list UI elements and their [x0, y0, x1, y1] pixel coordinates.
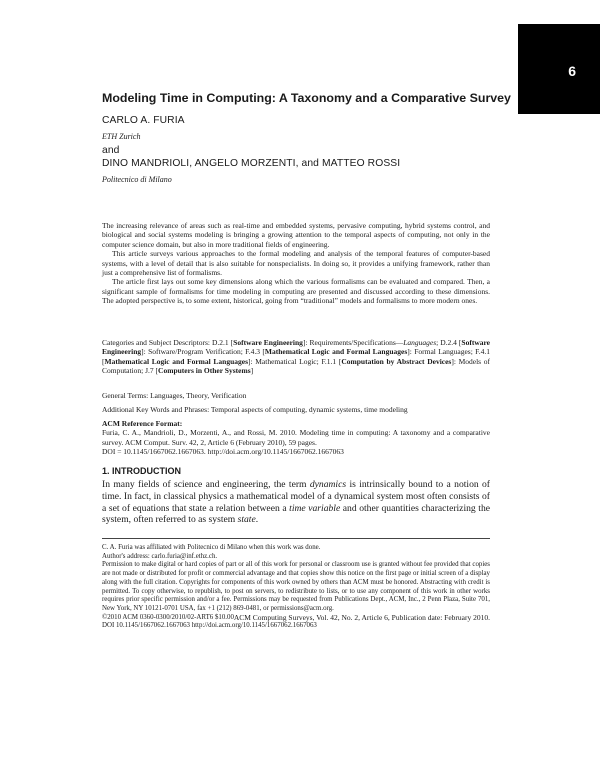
- abstract: [102, 221, 490, 306]
- categories-text: Categories and Subject Descriptors: D.2.1 [: [102, 338, 234, 347]
- categories-text: ]: Formal Languages; F.4.1 [: [102, 347, 490, 366]
- category-term: Software Engineering: [102, 338, 491, 357]
- category-term: Software Engineering: [233, 338, 303, 347]
- general-terms: General Terms: Languages, Theory, Verification: [102, 391, 247, 400]
- affiliation-2: Politecnico di Milano: [102, 175, 172, 184]
- abstract-paragraph-1: The increasing relevance of areas such as real-time and embedded systems, pervasive computing, hybrid systems control, and biological and social systems modeling is bringing a growing attention to the temporal aspects of computing, not only in the computer science domain, but also in more traditional fields of engineering.: [102, 221, 490, 249]
- category-term: Mathematical Logic and Formal Languages: [104, 356, 249, 366]
- keywords: Additional Key Words and Phrases: Temporal aspects of computing, dynamic systems, time modeling: [102, 405, 408, 414]
- intro-text: In many fields of science and engineering, the term: [102, 479, 310, 490]
- categories-text: ]: Models of Computation; J.7 [: [102, 356, 490, 376]
- category-term: Computation by Abstract Devices: [341, 356, 452, 366]
- intro-emphasis: state: [237, 514, 256, 526]
- intro-text: .: [255, 514, 259, 526]
- affiliation-1: ETH Zurich: [102, 132, 141, 141]
- footnote-divider: [102, 538, 490, 539]
- categories-descriptors: [102, 338, 490, 376]
- category-term: Mathematical Logic and Formal Languages: [264, 347, 408, 357]
- article-number: 6: [568, 63, 576, 79]
- reference-text: Furia, C. A., Mandrioli, D., Morzenti, A., and Rossi, M. 2010. Modeling time in computing: A taxonomy and a comparative survey. ACM Comput. Surv. 42, 2, Article 6 (February 2010), 59 pages.: [102, 428, 490, 447]
- intro-emphasis: time variable: [289, 502, 341, 514]
- authors-2: DINO MANDRIOLI, ANGELO MORZENTI, and MATTEO ROSSI: [102, 158, 401, 169]
- footnote-address: Author's address: carlo.furia@inf.ethz.ch.: [102, 552, 218, 560]
- reference-heading: ACM Reference Format:: [102, 419, 183, 428]
- footnote-permission: Permission to make digital or hard copies of part or all of this work for personal or classroom use is granted without fee provided that copies are not made or distributed for profit or commercial advantage and that copies show this notice on the first page or initial screen of a display along with the full citation. Copyrights for components of this work owned by others than ACM must be honored. Abstracting with credit is permitted. To copy otherwise, to republish, to post on servers, to redistribute to lists, or to use any component of this work in other works requires prior specific permission and/or a fee. Permissions may be requested from Publications Dept., ACM, Inc., 2 Penn Plaza, Suite 701, New York, NY 10121-0701 USA, fax +1 (212) 869-0481, or permissions@acm.org.: [102, 561, 490, 612]
- intro-text: and other quantities characterizing the system, often referred to as system: [102, 502, 490, 526]
- categories-text: ]: [250, 366, 254, 376]
- abstract-paragraph-3: The article first lays out some key dimensions along which the various formalisms can be evaluated and compared. Then, a significant sample of formalisms for time modeling in computing are presented and discussed according to these dimensions. The adopted perspective is, to some extent, historical, going from “traditional” models and formalisms to more modern ones.: [102, 277, 490, 306]
- page-footer: ACM Computing Surveys, Vol. 42, No. 2, Article 6, Publication date: February 2010.: [233, 613, 490, 622]
- categories-text: ]: Software/Program Verification; F.4.3 [: [141, 347, 265, 357]
- intro-text: is intrinsically bound to a notion of time. In fact, in classical physics a mathematical model of a dynamical system most often consists of a set of equations that state a relation between a: [102, 479, 491, 514]
- categories-text: ]: Requirements/Specifications—: [302, 338, 404, 347]
- footnote-affiliation: C. A. Furia was affiliated with Politecnico di Milano when this work was done.: [102, 544, 321, 551]
- intro-paragraph: [102, 479, 490, 526]
- author-1: CARLO A. FURIA: [102, 115, 185, 126]
- acm-reference: [102, 419, 490, 457]
- reference-doi: DOI = 10.1145/1667062.1667063. http://doi.acm.org/10.1145/1667062.1667063: [102, 447, 344, 457]
- categories-text: ; D.2.4 [: [436, 338, 462, 347]
- abstract-paragraph-2: This article surveys various approaches to the formal modeling and analysis of the temporal features of computer-based systems, with a level of detail that is also suitable for nonspecialists. In doing so, it provides a unifying framework, rather than just a comprehensive list of formalisms.: [102, 249, 490, 278]
- footnote-copyright: ©2010 ACM 0360-0300/2010/02-ART6 $10.00: [102, 613, 234, 621]
- categories-text: Languages: [403, 338, 437, 347]
- intro-emphasis: dynamics: [309, 479, 347, 490]
- article-number-tab: [518, 24, 600, 114]
- category-term: Computers in Other Systems: [158, 366, 251, 376]
- section-heading: 1. INTRODUCTION: [102, 466, 182, 476]
- and-connector: and: [102, 145, 120, 156]
- categories-text: ]: Mathematical Logic; F.1.1 [: [248, 356, 342, 366]
- footnote-doi: DOI 10.1145/1667062.1667063 http://doi.acm.org/10.1145/1667062.1667063: [102, 622, 317, 630]
- paper-title: Modeling Time in Computing: A Taxonomy and a Comparative Survey: [102, 91, 511, 105]
